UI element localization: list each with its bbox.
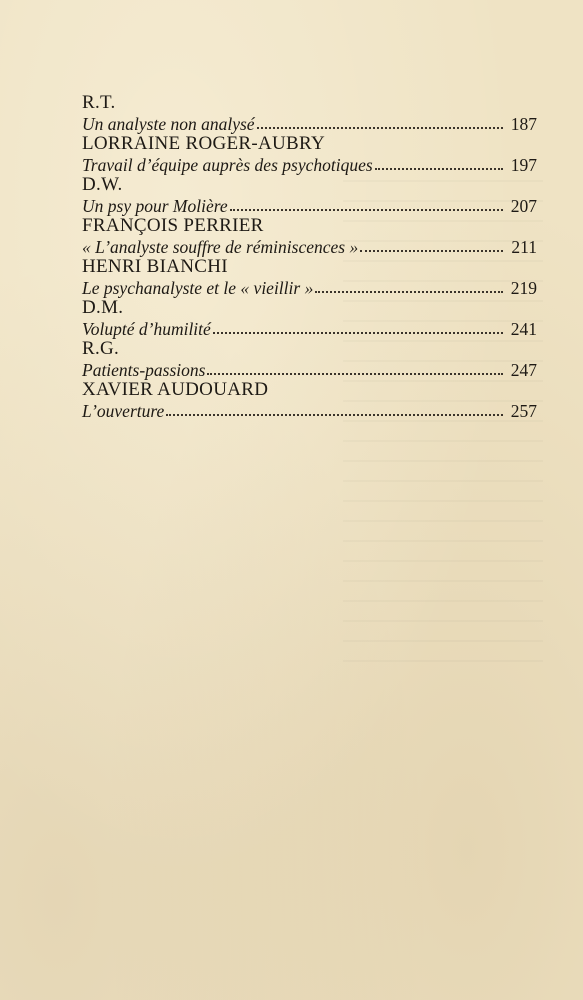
- toc-author: D.W.: [82, 174, 123, 195]
- toc-author: R.T.: [82, 92, 116, 113]
- toc-author: D.M.: [82, 297, 124, 318]
- toc-author: LORRAINE ROGER-AUBRY: [82, 133, 325, 154]
- toc-author: HENRI BIANCHI: [82, 256, 228, 277]
- dot-leader: [375, 157, 503, 171]
- toc-page-number: 207: [510, 195, 537, 216]
- dot-leader: [257, 116, 503, 130]
- toc-entry-title: Volupté d’humilité: [82, 318, 211, 339]
- toc-page-number: 241: [510, 318, 537, 339]
- toc-page-number: 187: [510, 113, 537, 134]
- toc-entry-title: Le psychanalyste et le « vieillir »: [82, 277, 314, 298]
- dot-leader: [230, 198, 503, 212]
- toc-entry: [82, 401, 537, 422]
- dot-leader: [207, 362, 503, 376]
- toc-author: FRANÇOIS PERRIER: [82, 215, 264, 236]
- toc-entry: [82, 155, 537, 176]
- toc-author: R.G.: [82, 338, 120, 359]
- toc-entry: [82, 360, 537, 381]
- dot-leader: [315, 280, 503, 294]
- toc-entry-title: Un analyste non analysé: [82, 113, 255, 134]
- dot-leader: [166, 403, 503, 417]
- toc-entry-title: « L’analyste souffre de réminiscences »: [82, 236, 359, 257]
- toc-page-number: 211: [511, 236, 537, 257]
- toc-entry-title: Travail d’équipe auprès des psychotiques: [82, 154, 373, 175]
- toc-entry-title: Patients-passions: [82, 359, 206, 380]
- toc-entry: [82, 114, 537, 135]
- dot-leader: [213, 321, 503, 335]
- toc-entry: [82, 196, 537, 217]
- toc-entry-title: Un psy pour Molière: [82, 195, 228, 216]
- toc-page-number: 257: [510, 400, 537, 421]
- toc-page-number: 219: [510, 277, 537, 298]
- toc-entry: [82, 319, 537, 340]
- toc-entry: [82, 237, 537, 258]
- toc-page-number: 197: [510, 154, 537, 175]
- toc-page-number: 247: [510, 359, 537, 380]
- dot-leader: [360, 239, 503, 253]
- table-of-contents: [82, 93, 537, 421]
- toc-author: XAVIER AUDOUARD: [82, 379, 269, 400]
- toc-entry: [82, 278, 537, 299]
- toc-entry-title: L’ouverture: [82, 400, 165, 421]
